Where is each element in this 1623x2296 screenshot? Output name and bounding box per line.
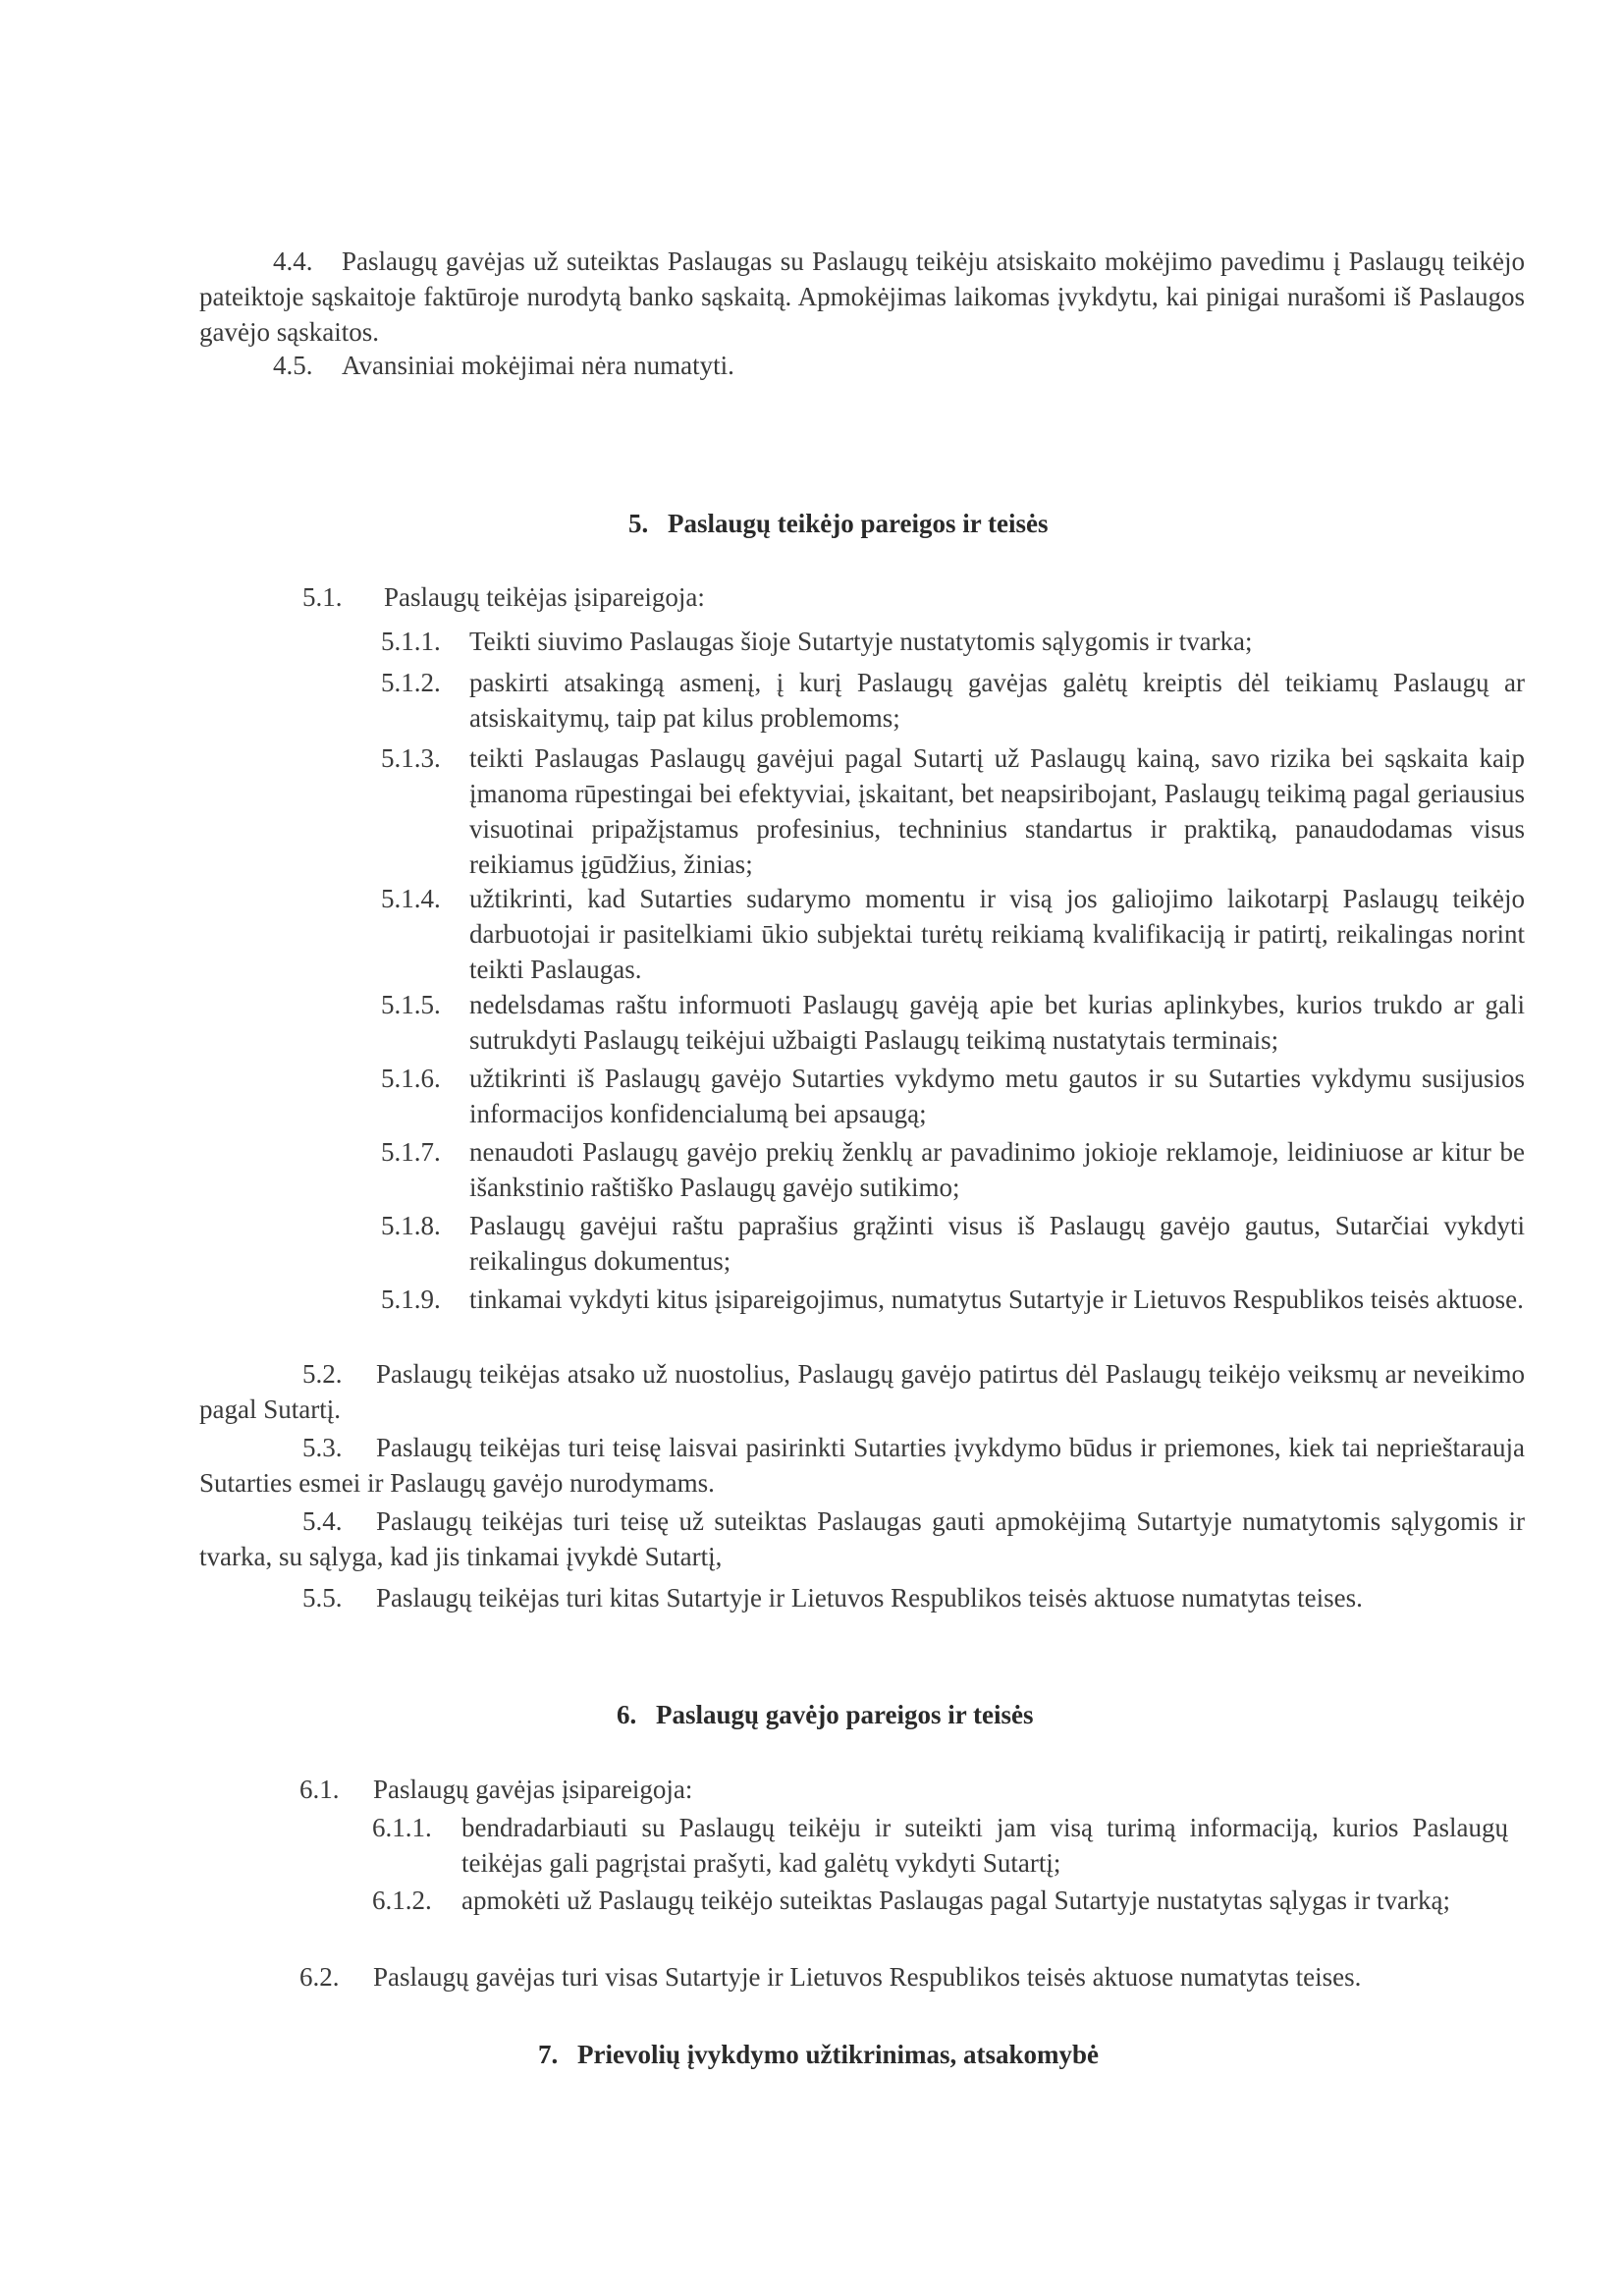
clause-text: Paslaugų gavėjui raštu paprašius grąžinti visus iš Paslaugų gavėjo gautus, Sutarčiai vykdyti reikalingus dokumentus; [469, 1211, 1525, 1276]
clause-text: bendradarbiauti su Paslaugų teikėju ir suteikti jam visą turimą informaciją, kurios Paslaugų teikėjas gali pagrįstai prašyti, kad galėtų vykdyti Sutartį; [461, 1813, 1508, 1878]
clause-number: 5.1.6. [381, 1064, 441, 1093]
clause-5-1-4 [381, 881, 1525, 987]
clause-text: užtikrinti, kad Sutarties sudarymo momentu ir visą jos galiojimo laikotarpį Paslaugų teikėjo darbuotojai ir pasitelkiami ūkio subjektai turėtų reikiamą kvalifikaciją ir patirtį, reikalingas norint teikti Paslaugas. [469, 884, 1525, 984]
clause-6-1-2 [372, 1883, 1508, 1918]
clause-text: tinkamai vykdyti kitus įsipareigojimus, numatytus Sutartyje ir Lietuvos Respublikos teisės aktuose. [469, 1285, 1524, 1314]
clause-text: Avansiniai mokėjimai nėra numatyti. [342, 351, 734, 380]
clause-number: 6.1.1. [372, 1813, 432, 1842]
section-number: 5. [628, 509, 649, 538]
clause-text: Teikti siuvimo Paslaugas šioje Sutartyje nustatytomis sąlygomis ir tvarka; [469, 627, 1253, 656]
clause-text: Paslaugų teikėjas turi teisę laisvai pasirinkti Sutarties įvykdymo būdus ir priemones, kiek tai neprieštarauja Sutarties esmei ir Paslaugų gavėjo nurodymams. [199, 1433, 1525, 1498]
clause-5-1-6 [381, 1061, 1525, 1131]
clause-number: 5.1.3. [381, 743, 441, 773]
clause-text: Paslaugų gavėjas už suteiktas Paslaugas su Paslaugų teikėju atsiskaito mokėjimo pavedimu į Paslaugų teikėjo pateiktoje sąskaitoje faktūroje nurodytą banko sąskaitą. Apmokėjimas laikomas įvykdytu, kai pinigai nurašomi iš Paslaugos gavėjo sąskaitos. [199, 246, 1525, 347]
clause-text: užtikrinti iš Paslaugų gavėjo Sutarties vykdymo metu gautos ir su Sutarties vykdymu susijusios informacijos konfidencialumą bei apsaugą; [469, 1064, 1525, 1128]
clause-number: 5.1.9. [381, 1285, 441, 1314]
clause-text: Paslaugų teikėjas įsipareigoja: [384, 582, 705, 612]
clause-text: Paslaugų teikėjas atsako už nuostolius, Paslaugų gavėjo patirtus dėl Paslaugų teikėjo veiksmų ar neveikimo pagal Sutartį. [199, 1359, 1525, 1424]
clause-5-1-9 [381, 1282, 1525, 1317]
clause-text: apmokėti už Paslaugų teikėjo suteiktas Paslaugas pagal Sutartyje nustatytas sąlygas ir tvarką; [461, 1886, 1451, 1915]
clause-number: 6.2. [299, 1962, 340, 1992]
clause-5-1-8 [381, 1208, 1525, 1279]
section-number: 7. [538, 2040, 559, 2069]
clause-text: Paslaugų gavėjas turi visas Sutartyje ir Lietuvos Respublikos teisės aktuose numatytas teises. [373, 1962, 1362, 1992]
clause-text: teikti Paslaugas Paslaugų gavėjui pagal Sutartį už Paslaugų kainą, savo rizika bei sąskaita kaip įmanoma rūpestingai bei efektyviai, įskaitant, bet neapsiribojant, Paslaugų teikimą pagal geriausius visuotinai pripažįstamus profesinius, techninius standartus ir praktiką, panaudodamas visus reikiamus įgūdžius, žinias; [469, 743, 1525, 879]
clause-number: 5.1.7. [381, 1137, 441, 1167]
clause-number: 5.1.2. [381, 668, 441, 697]
clause-5-1-5 [381, 987, 1525, 1058]
clause-text: Paslaugų teikėjas turi kitas Sutartyje ir Lietuvos Respublikos teisės aktuose numatytas teises. [376, 1583, 1363, 1613]
section-7-heading [538, 2037, 1099, 2072]
clause-text: Paslaugų teikėjas turi teisę už suteiktas Paslaugas gauti apmokėjimą Sutartyje numatytomis sąlygomis ir tvarka, su sąlyga, kad jis tinkamai įvykdė Sutartį, [199, 1506, 1525, 1571]
clause-6-1-1 [372, 1810, 1508, 1881]
clause-5-1-2 [381, 665, 1525, 736]
clause-text: Paslaugų gavėjas įsipareigoja: [373, 1775, 693, 1804]
clause-number: 5.2. [302, 1359, 343, 1389]
clause-4-4 [199, 244, 1525, 350]
clause-text: nenaudoti Paslaugų gavėjo prekių ženklų ar pavadinimo jokioje reklamoje, leidiniuose ar kitur be išankstinio raštiško Paslaugų gavėjo sutikimo; [469, 1137, 1525, 1202]
section-title: Paslaugų teikėjo pareigos ir teisės [668, 509, 1049, 538]
clause-number: 5.1.8. [381, 1211, 441, 1240]
clause-number: 5.3. [302, 1433, 343, 1462]
clause-5-4 [199, 1503, 1525, 1574]
section-title: Prievolių įvykdymo užtikrinimas, atsakomybė [577, 2040, 1100, 2069]
clause-5-5 [199, 1580, 1525, 1615]
clause-number: 4.4. [273, 246, 313, 276]
clause-5-1-1 [381, 624, 1525, 659]
clause-number: 6.1. [299, 1775, 340, 1804]
clause-number: 5.1.4. [381, 884, 441, 913]
section-5-heading [628, 506, 1048, 541]
section-title: Paslaugų gavėjo pareigos ir teisės [656, 1700, 1034, 1729]
clause-number: 6.1.2. [372, 1886, 432, 1915]
clause-number: 5.5. [302, 1583, 343, 1613]
clause-5-2 [199, 1356, 1525, 1427]
clause-text: paskirti atsakingą asmenį, į kurį Paslaugų gavėjas galėtų kreiptis dėl teikiamų Paslaugų ar atsiskaitymų, taip pat kilus problemoms; [469, 668, 1525, 733]
clause-6-1 [299, 1772, 1507, 1807]
clause-5-1 [302, 579, 1525, 615]
clause-5-1-3 [381, 740, 1525, 882]
clause-6-2 [299, 1959, 1507, 1995]
clause-number: 5.1.1. [381, 627, 441, 656]
section-6-heading [617, 1697, 1034, 1732]
clause-number: 5.1.5. [381, 990, 441, 1019]
clause-text: nedelsdamas raštu informuoti Paslaugų gavėją apie bet kurias aplinkybes, kurios trukdo ar gali sutrukdyti Paslaugų teikėjui užbaigti Paslaugų teikimą nustatytais terminais; [469, 990, 1525, 1055]
clause-5-3 [199, 1430, 1525, 1501]
clause-4-5 [199, 348, 1525, 383]
section-number: 6. [617, 1700, 637, 1729]
clause-number: 5.1. [302, 582, 343, 612]
clause-number: 5.4. [302, 1506, 343, 1536]
clause-number: 4.5. [273, 351, 313, 380]
clause-5-1-7 [381, 1134, 1525, 1205]
